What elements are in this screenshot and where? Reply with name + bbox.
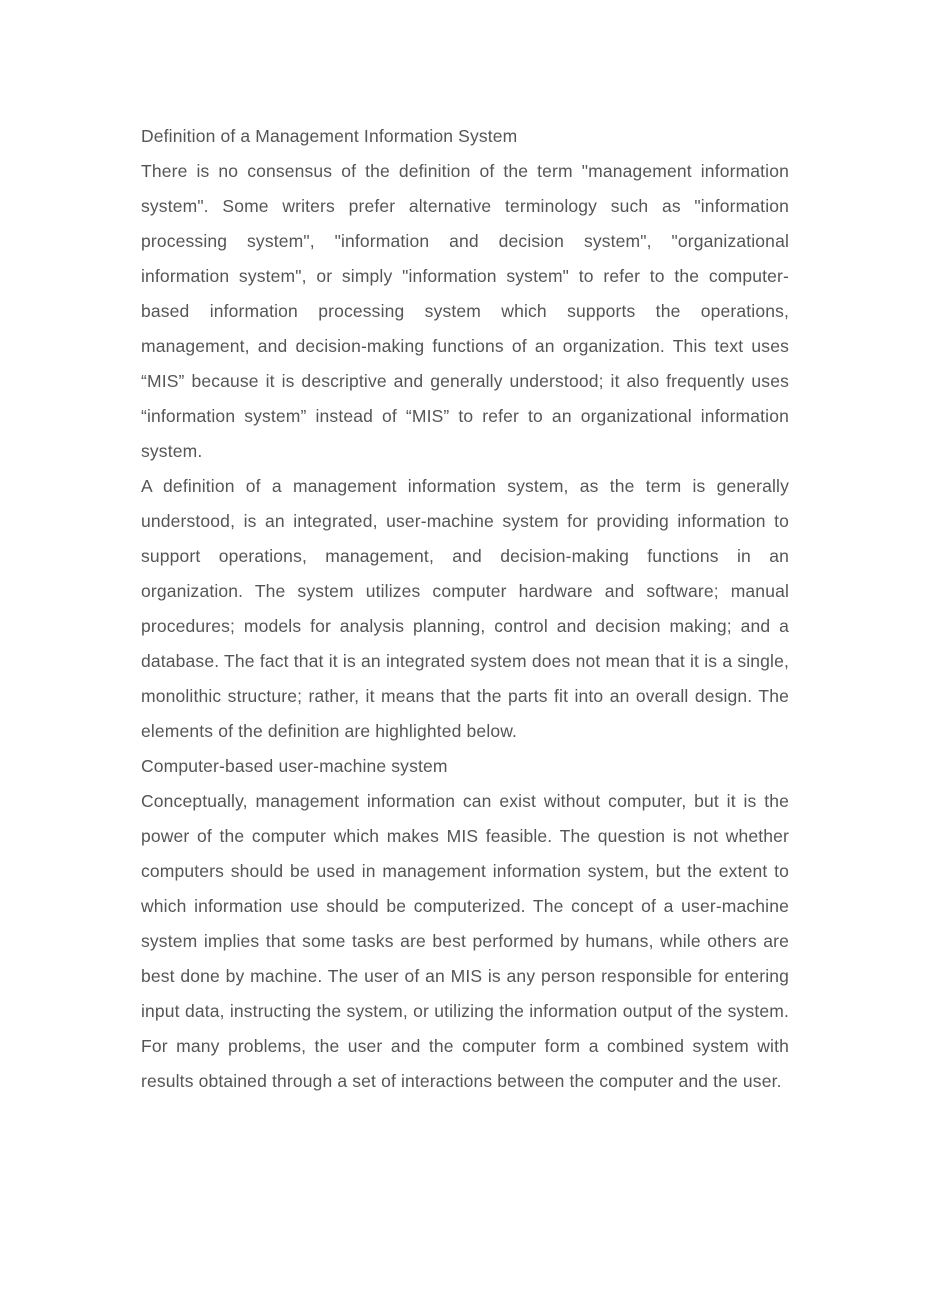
- section-heading-user-machine: Computer-based user-machine system: [141, 756, 448, 776]
- paragraph-definition: A definition of a management information system, as the term is generally understood, is an integrated, user-machine system for providing information to support operations, management, and decision-making functions in an organization. The system utilizes computer hardware and software; manual procedures; models for analysis planning, control and decision making; and a database. The fact that it is an integrated system does not mean that it is a single, monolithic structure; rather, it means that the parts fit into an overall design. The elements of the definition are highlighted below.: [141, 476, 789, 741]
- document-page: [141, 119, 789, 1099]
- section-heading-definition: Definition of a Management Information System: [141, 126, 518, 146]
- paragraph-consensus: There is no consensus of the definition of the term "management information system". Some writers prefer alternative terminology such as "information processing system", "information and decision system", "organizational information system", or simply "information system" to refer to the computer-based information processing system which supports the operations, management, and decision-making functions of an organization. This text uses “MIS” because it is descriptive and generally understood; it also frequently uses “information system” instead of “MIS” to refer to an organizational information system.: [141, 161, 789, 461]
- paragraph-user-machine: Conceptually, management information can exist without computer, but it is the power of the computer which makes MIS feasible. The question is not whether computers should be used in management information system, but the extent to which information use should be computerized. The concept of a user-machine system implies that some tasks are best performed by humans, while others are best done by machine. The user of an MIS is any person responsible for entering input data, instructing the system, or utilizing the information output of the system. For many problems, the user and the computer form a combined system with results obtained through a set of interactions between the computer and the user.: [141, 791, 789, 1091]
